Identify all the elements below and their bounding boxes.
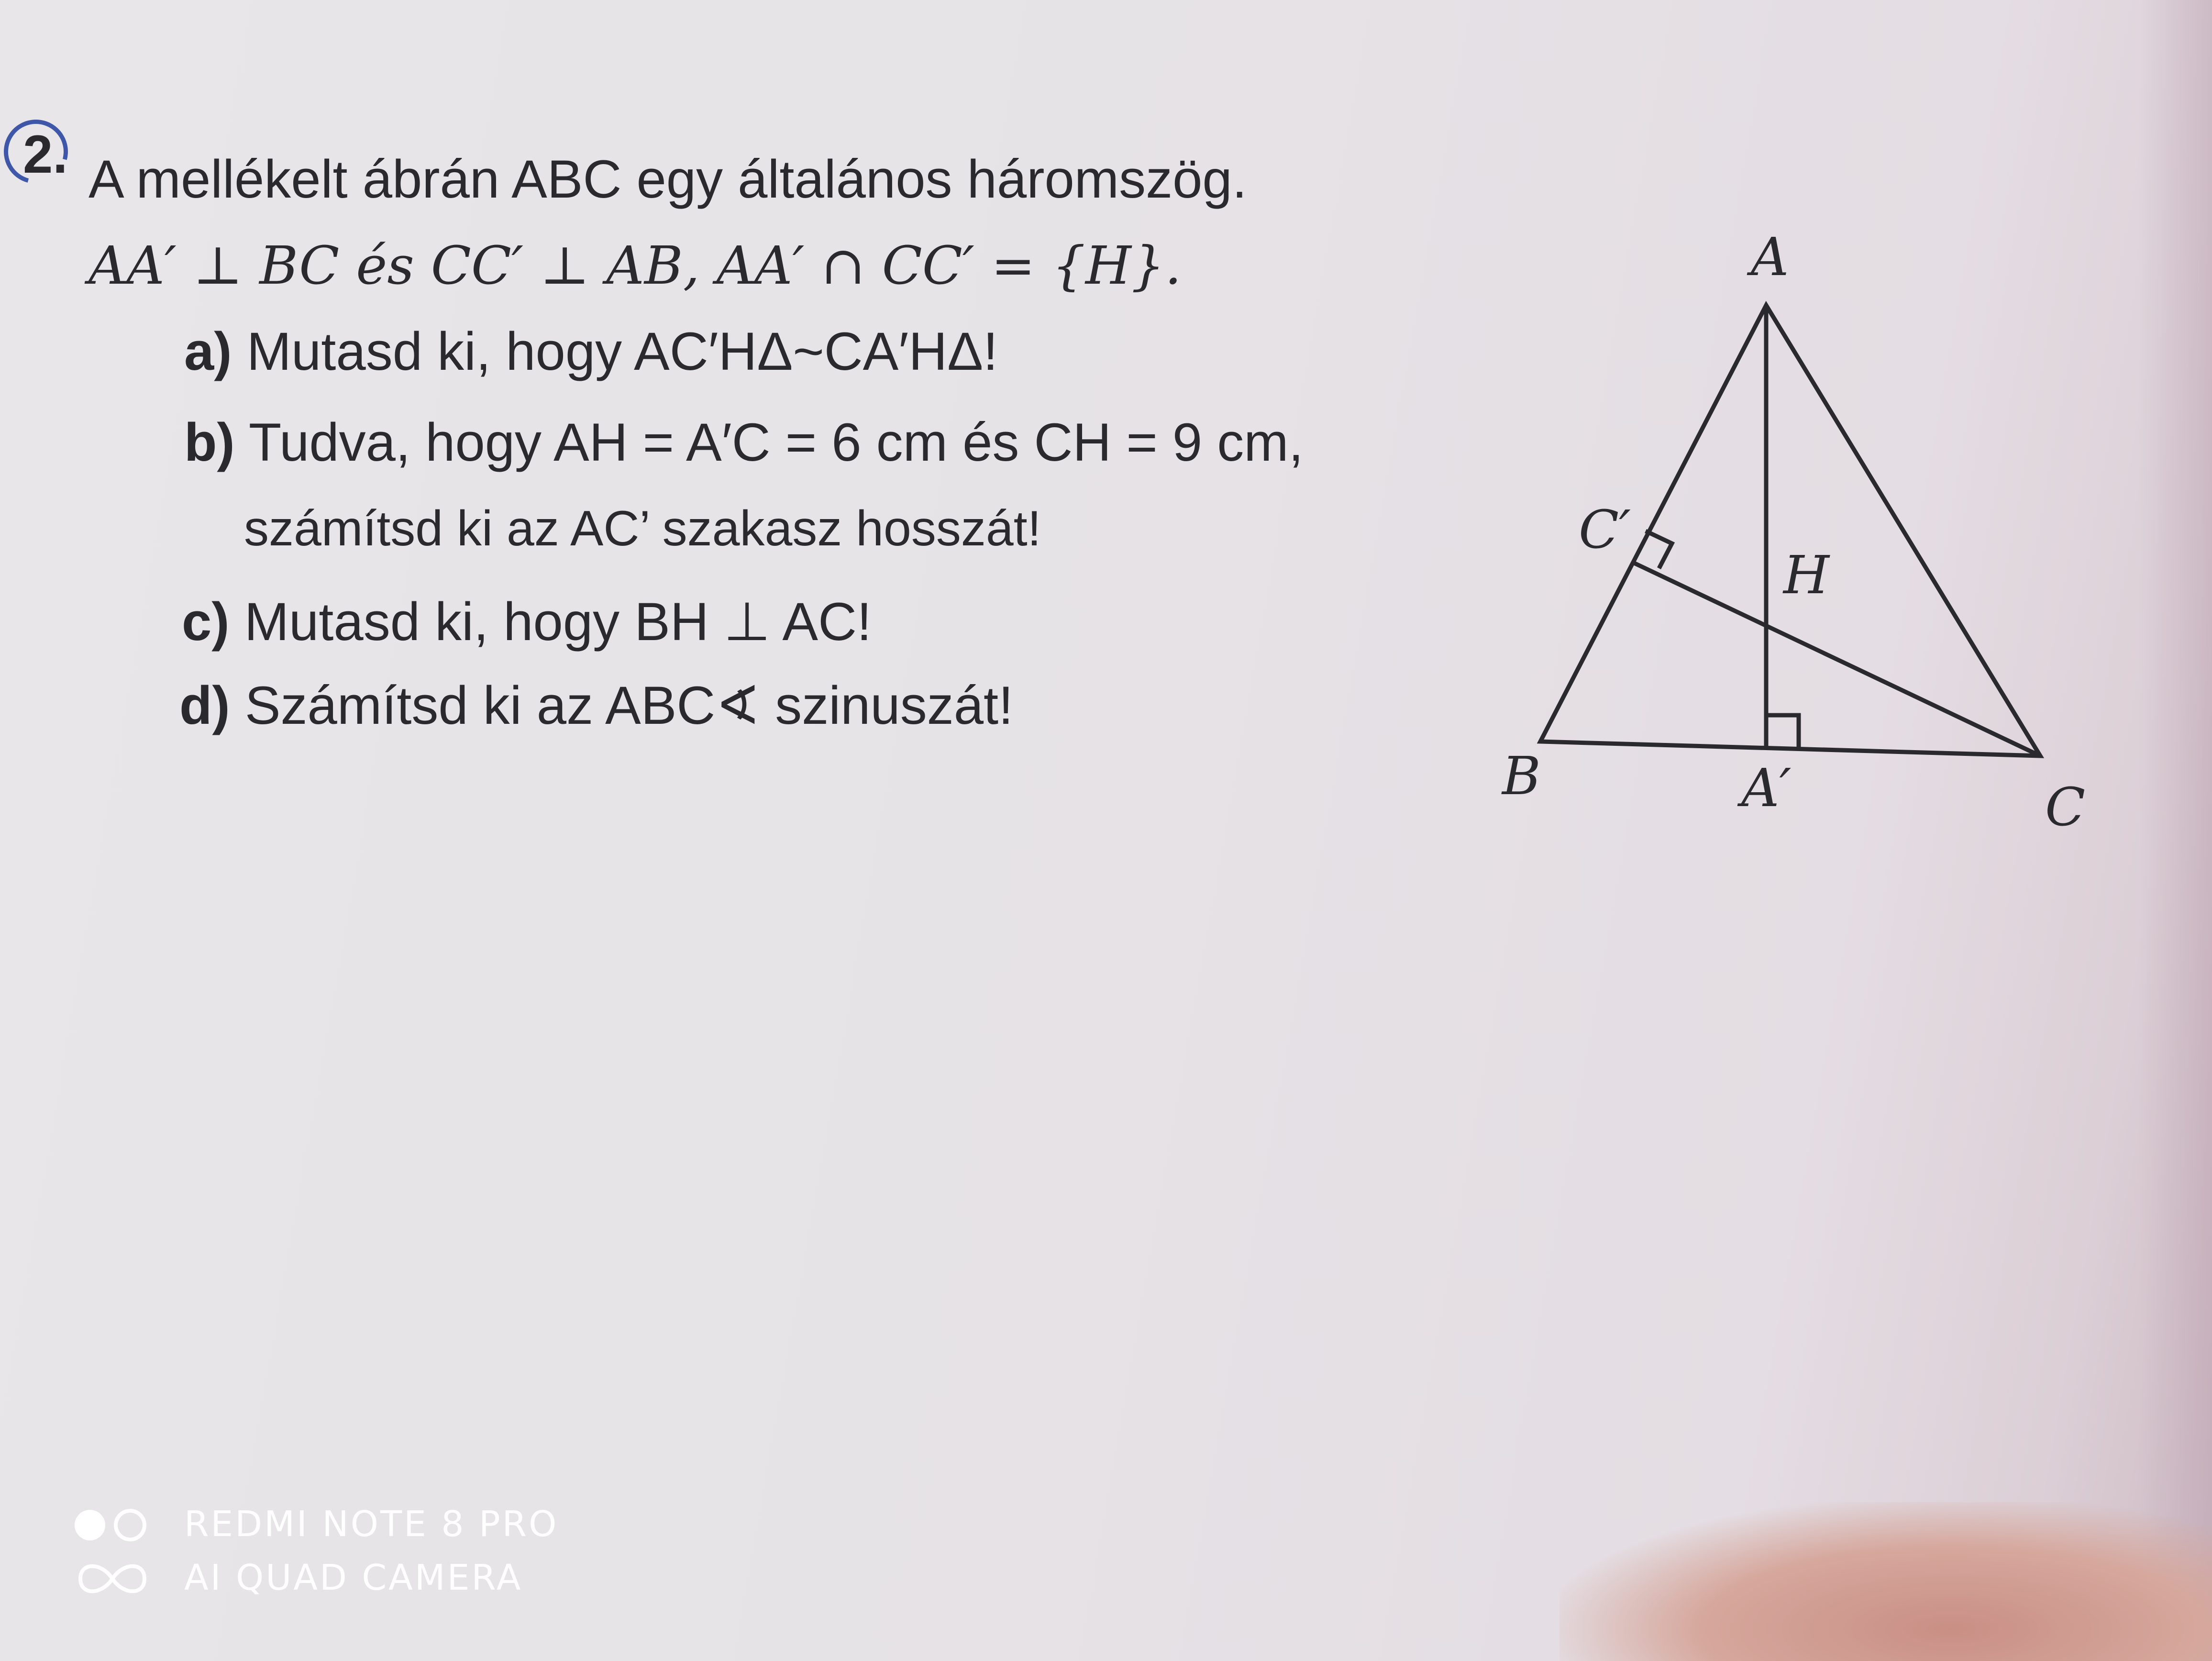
triangle-figure <box>1483 220 2114 852</box>
part-a-text: Mutasd ki, hogy AC′HΔ~CA′HΔ! <box>246 321 998 381</box>
label-a-prime: A′ <box>1741 757 1792 819</box>
finger-blur <box>1559 1502 2212 1661</box>
problem-condition: AA′ ⊥ BC és CC′ ⊥ AB, AA′ ∩ CC′ = {H}. <box>88 235 1182 296</box>
part-c-text: Mutasd ki, hogy BH ⊥ AC! <box>244 592 872 652</box>
part-b <box>184 411 1304 474</box>
label-c: C <box>2045 776 2086 838</box>
label-c-prime: C′ <box>1579 499 1631 560</box>
part-b-continuation: számítsd ki az AC’ szakasz hosszát! <box>244 501 1041 556</box>
part-c <box>182 591 872 653</box>
label-b: B <box>1502 745 1541 807</box>
right-angle-mark-c-prime <box>1646 531 1672 568</box>
part-a-label: a) <box>184 321 232 381</box>
part-d <box>179 675 1013 737</box>
label-a: A <box>1751 226 1789 288</box>
right-angle-mark-a-prime <box>1766 715 1799 750</box>
part-b-label: b) <box>184 412 235 472</box>
watermark-line-1: REDMI NOTE 8 PRO <box>184 1504 559 1545</box>
problem-number-badge <box>4 120 67 183</box>
camera-logo-icon <box>72 1507 153 1603</box>
part-d-label: d) <box>179 675 230 735</box>
label-h: H <box>1783 544 1829 606</box>
problem-intro: A mellékelt ábrán ABC egy általános háromszög. <box>88 149 1247 209</box>
page-edge-shadow <box>2138 0 2212 1661</box>
watermark-line-2: AI QUAD CAMERA <box>184 1557 523 1598</box>
problem-number: 2. <box>23 124 68 184</box>
part-d-text: Számítsd ki az ABC∢ szinuszát! <box>244 675 1014 735</box>
part-b-text: Tudva, hogy AH = A′C = 6 cm és CH = 9 cm, <box>248 412 1304 472</box>
part-a <box>184 321 998 383</box>
part-c-label: c) <box>182 592 230 652</box>
camera-watermark <box>184 1497 558 1605</box>
